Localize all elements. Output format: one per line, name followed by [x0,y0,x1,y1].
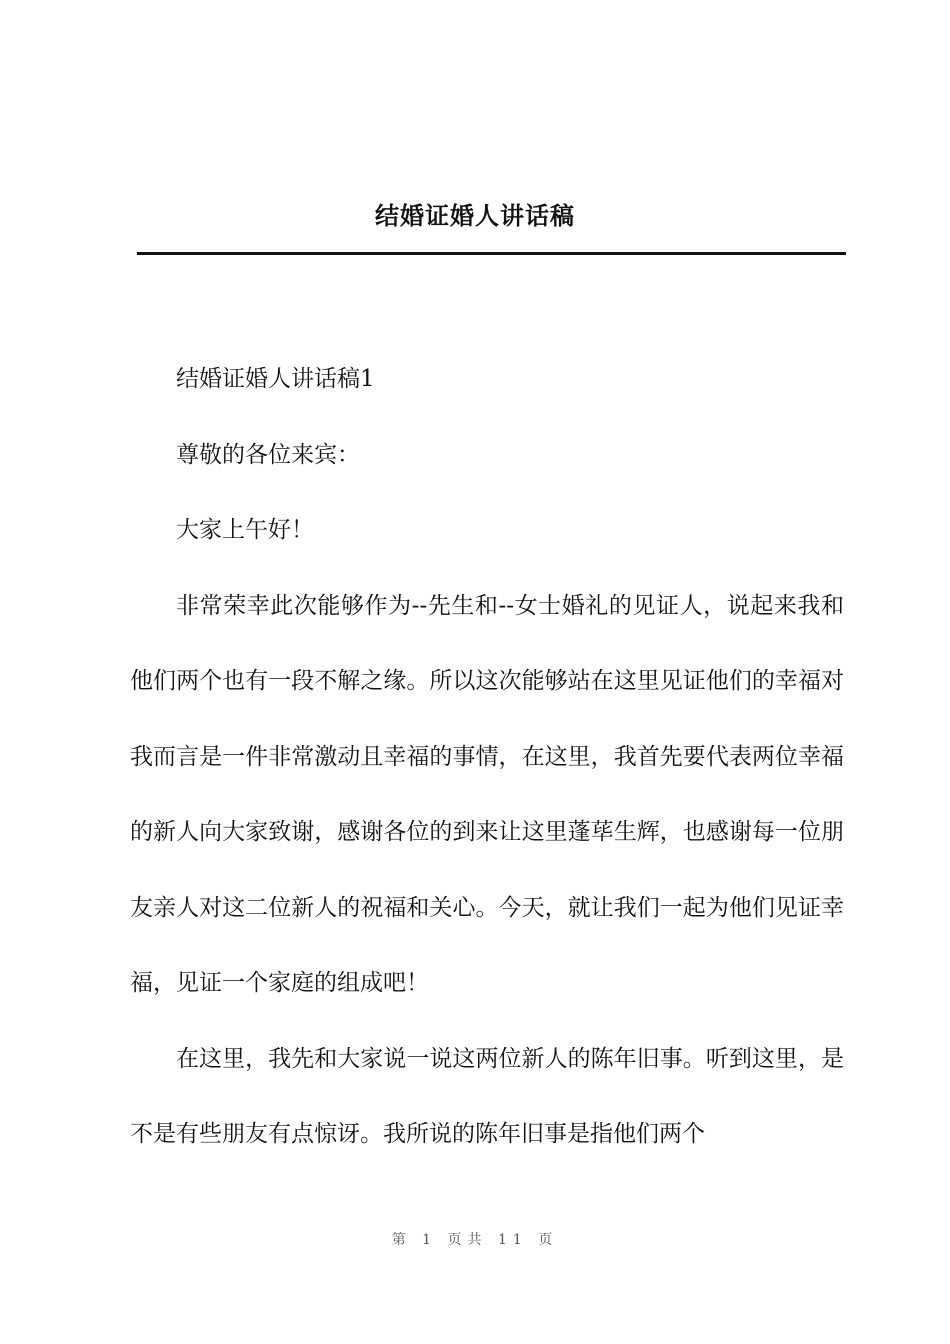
paragraph-greeting: 大家上午好！ [176,517,314,543]
page-number-footer: 第 1 页共 11 页 [391,1232,559,1248]
paragraph-body-1: 非常荣幸此次能够作为--先生和--女士婚礼的见证人，说起来我和他们两个也有一段不解之缘。所以这次能够站在这里见证他们的幸福对我而言是一件非常激动且幸福的事情，在这里，我首先要代表两位幸福的新人向大家致谢，感谢各位的到来让这里蓬荜生辉，也感谢每一位朋友亲人对这二位新人的祝福和关心。今天，就让我们一起为他们见证幸福，见证一个家庭的组成吧！ [130,592,844,996]
paragraph-salutation: 尊敬的各位来宾： [176,441,360,468]
title-divider [137,252,846,255]
document-body [130,342,844,1173]
page-title: 结婚证婚人讲话稿 [375,201,575,230]
paragraph-heading: 结婚证婚人讲话稿1 [176,366,375,392]
paragraph-body-2: 在这里，我先和大家说一说这两位新人的陈年旧事。听到这里，是不是有些朋友有点惊讶。我所说的陈年旧事是指他们两个 [130,1045,844,1147]
